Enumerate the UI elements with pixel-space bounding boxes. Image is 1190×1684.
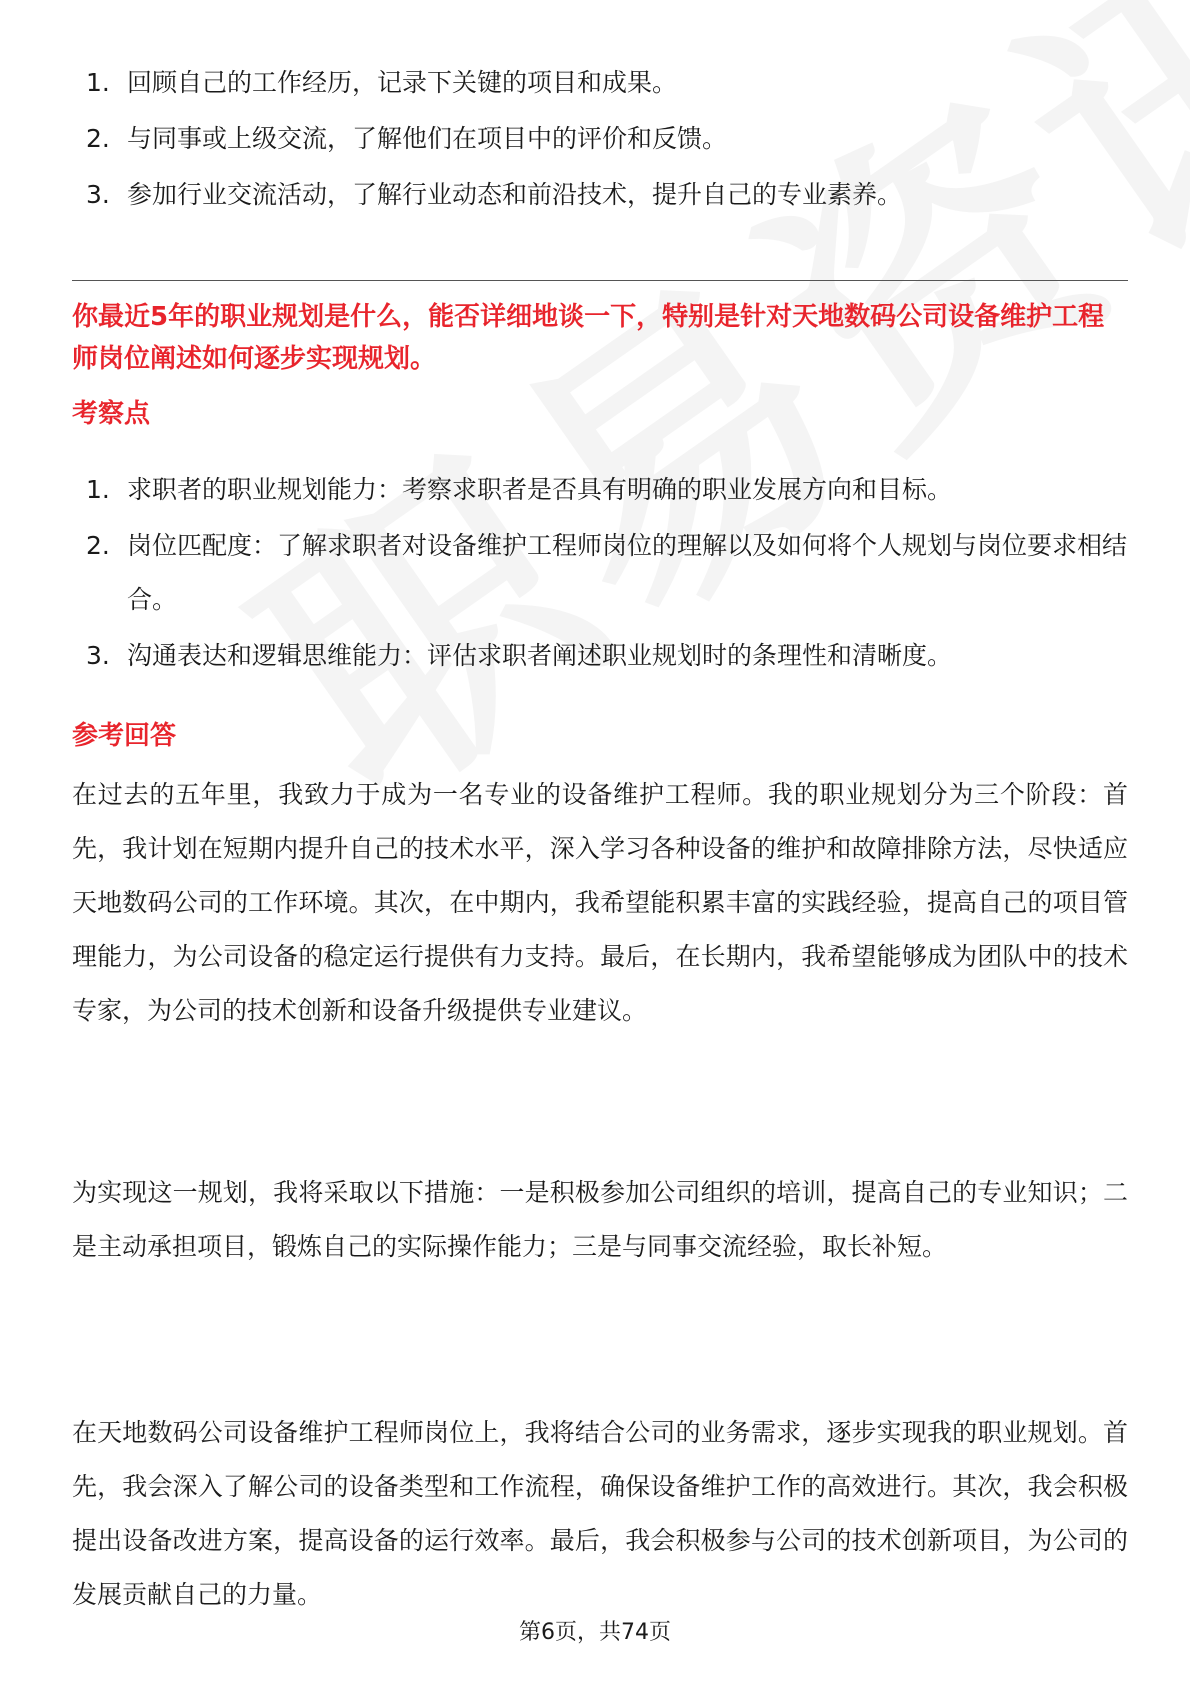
- list-item-number: 2.: [86, 531, 110, 560]
- interview-question: 你最近5年的职业规划是什么，能否详细地谈一下，特别是针对天地数码公司设备维护工程师岗位阐述如何逐步实现规划。: [72, 302, 1105, 374]
- list-item: [72, 519, 1128, 627]
- kaochadian-list: [72, 463, 1128, 685]
- list-item-number: 2.: [86, 124, 110, 153]
- list-item: [72, 112, 1128, 166]
- list-item-text: 回顾自己的工作经历，记录下关键的项目和成果。: [127, 68, 678, 97]
- list-item-text: 求职者的职业规划能力：考察求职者是否具有明确的职业发展方向和目标。: [127, 475, 953, 504]
- list-item: [72, 56, 1128, 110]
- list-item-number: 3.: [86, 180, 110, 209]
- cankao-heading: 参考回答: [72, 721, 177, 751]
- answer-paragraph-3: 在天地数码公司设备维护工程师岗位上，我将结合公司的业务需求，逐步实现我的职业规划。首先，我会深入了解公司的设备类型和工作流程，确保设备维护工作的高效进行。其次，我会积极提出设备改进方案，提高设备的运行效率。最后，我会积极参与公司的技术创新项目，为公司的发展贡献自己的力量。: [72, 1418, 1128, 1609]
- list-item-text: 参加行业交流活动，了解行业动态和前沿技术，提升自己的专业素养。: [127, 180, 903, 209]
- top-list: [72, 56, 1128, 224]
- list-item-number: 3.: [86, 641, 110, 670]
- kaochadian-heading: 考察点: [72, 399, 151, 429]
- list-item-text: 沟通表达和逻辑思维能力：评估求职者阐述职业规划时的条理性和清晰度。: [127, 641, 953, 670]
- list-item-text: 与同事或上级交流，了解他们在项目中的评价和反馈。: [127, 124, 728, 153]
- answer-paragraph-1: 在过去的五年里，我致力于成为一名专业的设备维护工程师。我的职业规划分为三个阶段：首先，我计划在短期内提升自己的技术水平，深入学习各种设备的维护和故障排除方法，尽快适应天地数码公司的工作环境。其次，在中期内，我希望能积累丰富的实践经验，提高自己的项目管理能力，为公司设备的稳定运行提供有力支持。最后，在长期内，我希望能够成为团队中的技术专家，为公司的技术创新和设备升级提供专业建议。: [72, 780, 1128, 1025]
- list-item-text: 岗位匹配度：了解求职者对设备维护工程师岗位的理解以及如何将个人规划与岗位要求相结合。: [127, 531, 1128, 614]
- list-item-number: 1.: [86, 475, 110, 504]
- section-divider: [72, 280, 1128, 281]
- document-page: [72, 0, 1128, 1684]
- list-item: [72, 463, 1128, 517]
- answer-paragraph-2: 为实现这一规划，我将采取以下措施：一是积极参加公司组织的培训，提高自己的专业知识；二是主动承担项目，锻炼自己的实际操作能力；三是与同事交流经验，取长补短。: [72, 1178, 1128, 1261]
- list-item: [72, 629, 1128, 683]
- list-item-number: 1.: [86, 68, 110, 97]
- page-footer: 第6页，共74页: [519, 1620, 671, 1645]
- list-item: [72, 168, 1128, 222]
